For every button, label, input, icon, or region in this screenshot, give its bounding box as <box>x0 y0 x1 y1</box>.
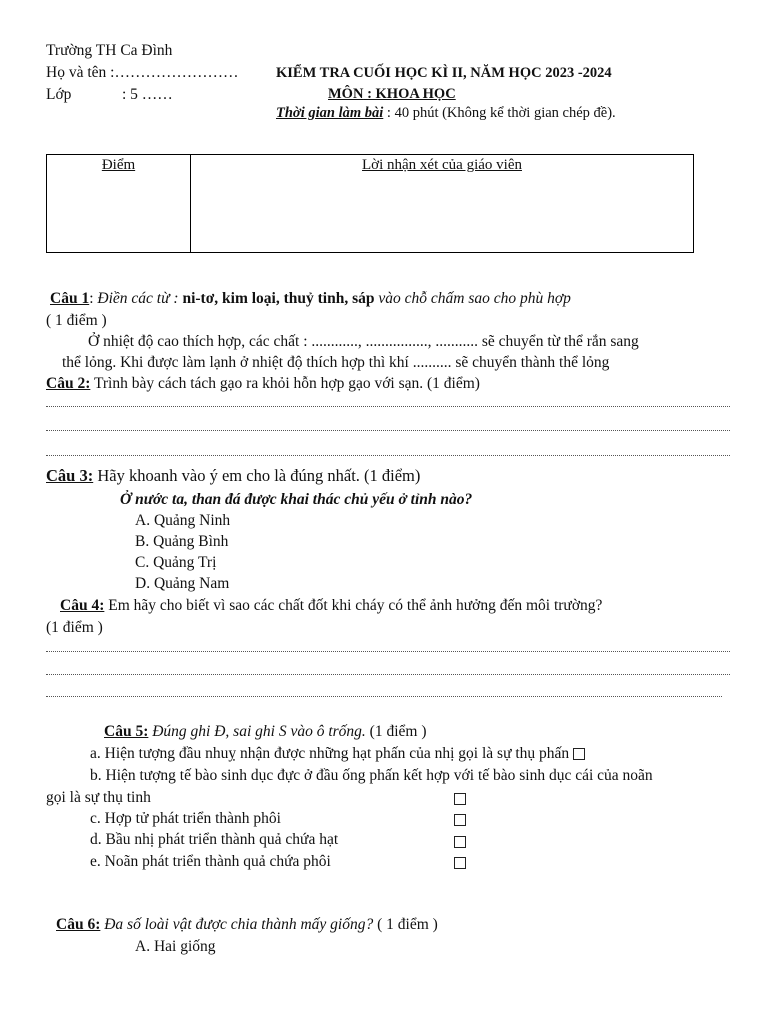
q5-label: Câu 5: <box>104 723 149 740</box>
q1-line2[interactable]: thể lỏng. Khi được làm lạnh ở nhiệt độ thích hợp thì khí .......... sẽ chuyển thành thể lỏng <box>62 354 610 371</box>
subject-line <box>328 86 456 103</box>
q4-text: Em hãy cho biết vì sao các chất đốt khi cháy có thể ảnh hưởng đến môi trường? <box>104 597 603 614</box>
q5-instr: Đúng ghi Đ, sai ghi S vào ô trống. <box>148 723 366 740</box>
q2-answer-line[interactable] <box>46 406 730 407</box>
q2-answer-line[interactable] <box>46 455 730 456</box>
q5-item-b-cont: gọi là sự thụ tinh <box>46 789 151 806</box>
student-name-field[interactable]: Họ và tên :…………………… <box>46 64 239 81</box>
q5-checkbox-d[interactable] <box>454 836 466 848</box>
q1-points: ( 1 điểm ) <box>46 312 107 329</box>
class-field[interactable]: : 5 …… <box>122 86 173 103</box>
class-label: Lớp <box>46 86 72 103</box>
q1-words: ni-tơ, kim loại, thuỷ tinh, sáp <box>182 290 375 307</box>
q4-points: (1 điểm ) <box>46 619 103 636</box>
q5-points: (1 điểm ) <box>365 723 427 740</box>
q3-question: Ở nước ta, than đá được khai thác chủ yếu ở tỉnh nào? <box>120 491 473 508</box>
q5-item-c: c. Hợp tử phát triển thành phôi <box>90 810 281 827</box>
q3-option-b[interactable]: B. Quảng Bình <box>135 533 229 550</box>
q4-label: Câu 4: <box>60 597 105 614</box>
score-table <box>46 154 694 253</box>
q6-heading <box>56 916 438 934</box>
subject-value: : KHOA HỌC <box>363 86 456 102</box>
q5-item-a-text: a. Hiện tượng đầu nhuỵ nhận được những hạt phấn của nhị gọi là sự thụ phấn <box>90 745 570 762</box>
comment-cell[interactable] <box>191 155 694 253</box>
q5-heading <box>104 723 427 741</box>
q3-option-d[interactable]: D. Quảng Nam <box>135 575 230 592</box>
q4-answer-line[interactable] <box>46 696 722 697</box>
score-cell[interactable] <box>47 155 191 253</box>
q5-checkbox-b[interactable] <box>454 793 466 805</box>
time-label: Thời gian làm bài <box>276 105 384 121</box>
score-header: Điểm <box>101 157 136 173</box>
q3-text: Hãy khoanh vào ý em cho là đúng nhất. (1 điểm) <box>93 466 421 485</box>
time-value: : 40 phút (Không kể thời gian chép đề). <box>383 105 616 121</box>
q1-instr-a: Điền các từ : <box>97 290 183 307</box>
q6-question: Đa số loài vật được chia thành mấy giống? <box>100 916 374 933</box>
q3-option-c[interactable]: C. Quảng Trị <box>135 554 217 571</box>
q2-label: Câu 2: <box>46 375 91 392</box>
q2-heading <box>46 375 480 393</box>
time-line <box>276 105 616 122</box>
q3-label: Câu 3: <box>46 466 94 485</box>
q6-label: Câu 6: <box>56 916 101 933</box>
q5-item-b: b. Hiện tượng tế bào sinh dục đực ở đầu ống phấn kết hợp với tế bào sinh dục cái của noãn <box>90 767 653 784</box>
q3-option-a[interactable]: A. Quảng Ninh <box>135 512 231 529</box>
school-name: Trường TH Ca Đình <box>46 42 173 59</box>
q6-option-a[interactable]: A. Hai giống <box>135 938 216 955</box>
q5-item-d: d. Bầu nhị phát triển thành quả chứa hạt <box>90 831 339 848</box>
subject-label: MÔN <box>328 86 364 102</box>
q5-item-e: e. Noãn phát triển thành quả chứa phôi <box>90 853 331 870</box>
q4-answer-line[interactable] <box>46 674 730 675</box>
q5-checkbox-c[interactable] <box>454 814 466 826</box>
q2-answer-line[interactable] <box>46 430 730 431</box>
q1-label: Câu 1 <box>50 290 90 307</box>
q1-instr-b: vào chỗ chấm sao cho phù hợp <box>374 290 571 307</box>
exam-title: KIỂM TRA CUỐI HỌC KÌ II, NĂM HỌC 2023 -2024 <box>276 65 612 81</box>
q6-points: ( 1 điểm ) <box>373 916 438 933</box>
q1-line1[interactable]: Ở nhiệt độ cao thích hợp, các chất : ............, ................, ........... sẽ chuyển từ thể rắn sang <box>88 333 639 350</box>
q4-heading <box>60 597 602 615</box>
q5-checkbox-e[interactable] <box>454 857 466 869</box>
q2-text: Trình bày cách tách gạo ra khỏi hỗn hợp gạo với sạn. (1 điểm) <box>90 375 480 392</box>
q4-answer-line[interactable] <box>46 651 730 652</box>
q3-heading <box>46 466 420 486</box>
q1-heading: Câu 1: Điền các từ : ni-tơ, kim loại, thuỷ tinh, sáp vào chỗ chấm sao cho phù hợp <box>50 290 571 307</box>
comment-header: Lời nhận xét của giáo viên <box>362 157 522 173</box>
q5-checkbox-a[interactable] <box>573 748 585 760</box>
q5-item-a <box>90 745 585 763</box>
